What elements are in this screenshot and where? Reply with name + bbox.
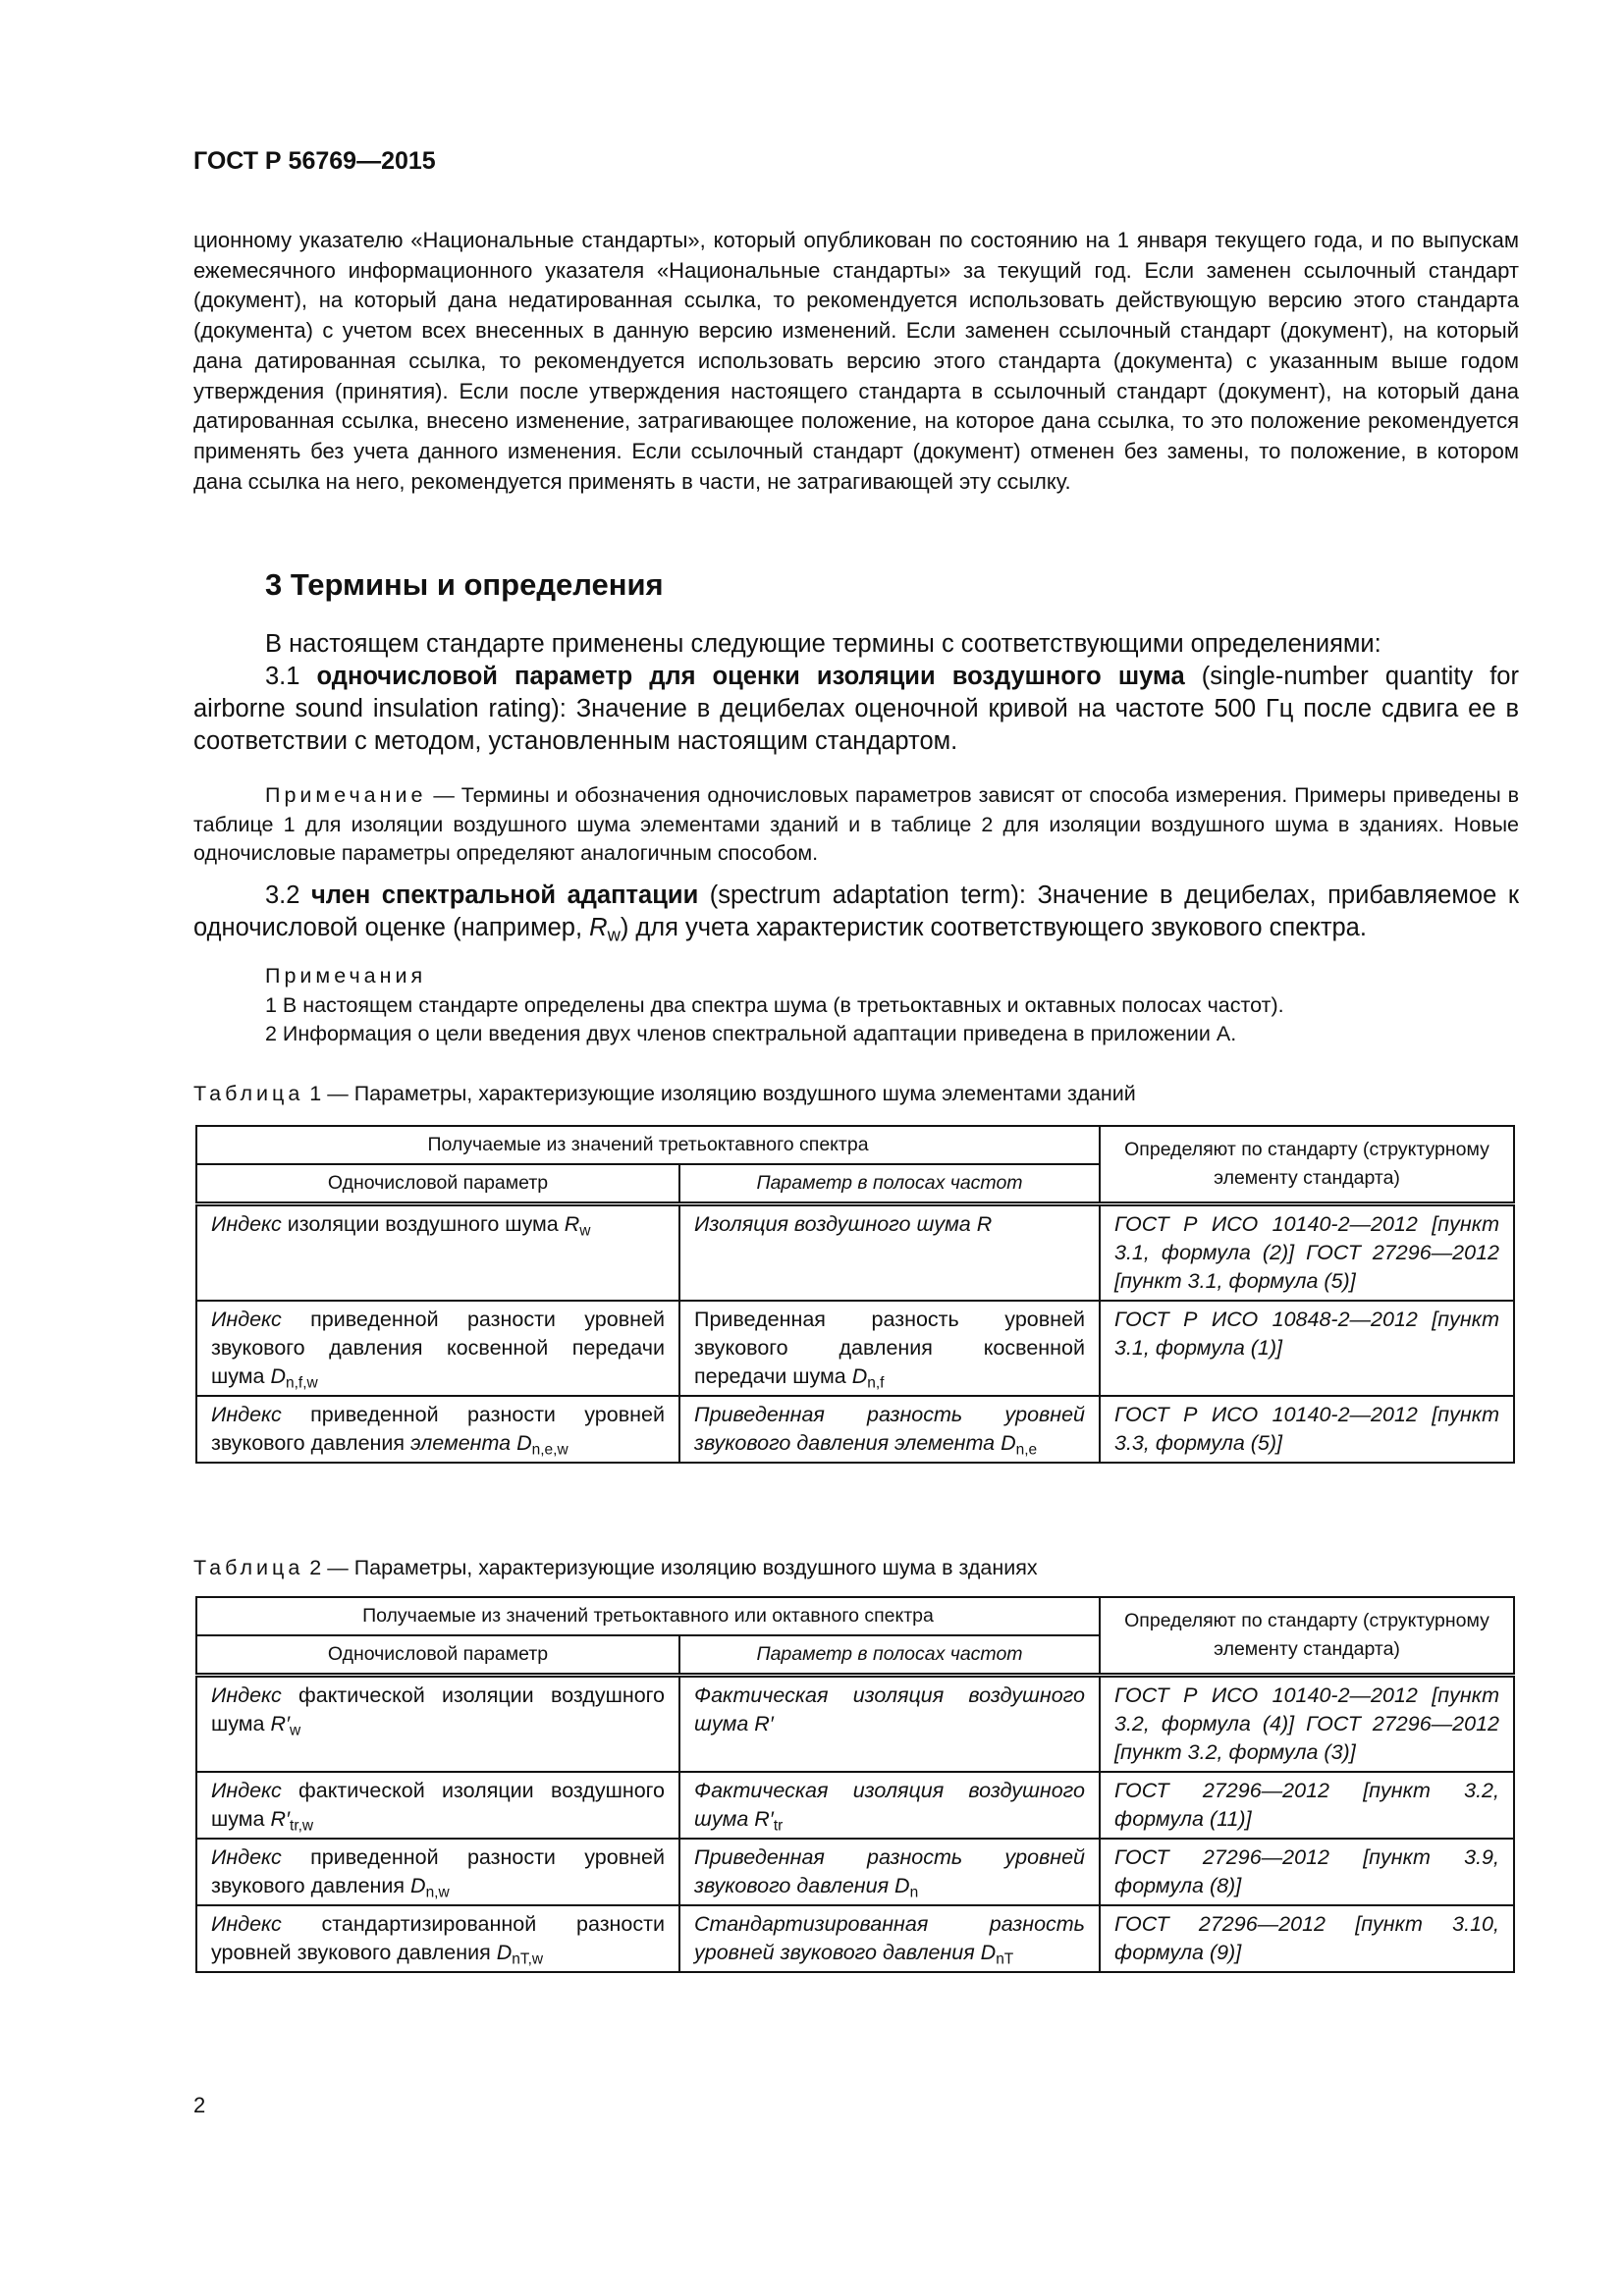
table-row <box>196 1905 1514 1972</box>
term-3-1 <box>193 661 1519 758</box>
text-run: R′ <box>270 1807 291 1831</box>
table-cell <box>1100 1905 1514 1972</box>
text-run: (single-number quantity for airborne sound insulation rating): Значение в децибелах оценочной кривой на частоте 500 Гц после сдвига ее в соответствии с методом, установленным настоящим стандартом. <box>193 663 1519 755</box>
text-run: Фактическая изоляция воздушного шума R′ <box>694 1683 1085 1735</box>
column-header <box>679 1164 1100 1204</box>
note-text: — Термины и обозначения одночисловых параметров зависят от способа измерения. Примеры приведены в таблице 1 для изоляции воздушного шума элементами зданий и в таблице 2 для изоляции воздушного шума в зданиях. Новые одночисловые параметры определяют аналогичным способом. <box>193 783 1519 865</box>
section-heading: 3 Термины и определения <box>265 567 664 602</box>
table-cell <box>679 1301 1100 1396</box>
table-row <box>196 1772 1514 1839</box>
notes-block <box>193 962 1519 1049</box>
text-run: приведенной разности уровней звукового давления <box>211 1845 665 1897</box>
text-run: R <box>589 914 608 941</box>
note-1 <box>193 781 1519 869</box>
text-run: n,e,w <box>531 1441 568 1459</box>
text-run: ГОСТ Р ИСО 10140-2—2012 [пункт 3.2, формула (4)] ГОСТ 27296—2012 [пункт 3.2, формула (3)] <box>1114 1683 1499 1764</box>
text-run: ГОСТ Р ИСО 10140-2—2012 [пункт 3.1, формула (2)] ГОСТ 27296—2012 [пункт 3.1, формула (5)] <box>1114 1212 1499 1293</box>
text-run: член спектральной адаптации <box>310 881 699 909</box>
text-run: n,f <box>867 1374 885 1392</box>
table-cell <box>196 1772 679 1839</box>
caption-text: 1 — Параметры, характеризующие изоляцию воздушного шума элементами зданий <box>303 1082 1136 1105</box>
column-header: Одночисловой параметр <box>196 1164 679 1204</box>
text-run: приведенной разности уровней звукового давления косвенной передачи шума <box>211 1308 665 1388</box>
text-run: Приведенная разность уровней звукового давления элемента D <box>694 1403 1085 1455</box>
text-run: приведенной разности уровней звукового давления <box>211 1403 665 1455</box>
text-run: Приведенная разность уровней звукового давления D <box>694 1845 1085 1897</box>
text-run: w <box>290 1722 301 1739</box>
text-run: стандартизированной разности уровней звукового давления <box>211 1912 665 1964</box>
column-header <box>679 1635 1100 1676</box>
page-number: 2 <box>193 2093 206 2117</box>
text-run: Приведенная разность уровней звукового давления косвенной передачи шума <box>694 1308 1085 1388</box>
text-run: одночисловой параметр для оценки изоляции воздушного шума <box>316 663 1185 690</box>
text-run: ) для учета характеристик соответствующего звукового спектра. <box>620 914 1367 941</box>
text-run: изоляции воздушного шума <box>281 1212 565 1236</box>
text-run: 3.1 <box>265 663 317 690</box>
table-cell <box>1100 1396 1514 1463</box>
text-run: tr <box>773 1817 784 1835</box>
text-run: Индекс <box>211 1779 282 1802</box>
text-run: ГОСТ Р ИСО 10140-2—2012 [пункт 3.3, формула (5)] <box>1114 1403 1499 1455</box>
term-3-2 <box>193 880 1519 944</box>
column-header: Определяют по стандарту (структурному элементу стандарта) <box>1100 1597 1514 1676</box>
table-cell <box>196 1905 679 1972</box>
text-run: D <box>270 1364 286 1388</box>
text-run: ГОСТ 27296—2012 [пункт 3.2, формула (11)] <box>1114 1779 1499 1831</box>
note-label: Примечание <box>265 783 427 807</box>
text-run: n <box>909 1884 919 1901</box>
table-cell <box>196 1301 679 1396</box>
table-cell <box>679 1676 1100 1773</box>
text-run: Стандартизированная разность уровней звукового давления D <box>694 1912 1085 1964</box>
table-cell <box>679 1204 1100 1302</box>
text-run: n,e <box>1015 1441 1038 1459</box>
table-row <box>196 1301 1514 1396</box>
document-header: ГОСТ Р 56769—2015 <box>193 147 436 175</box>
text-run: w <box>579 1222 591 1240</box>
text-run: элемента D <box>410 1431 532 1455</box>
text-run: Индекс <box>211 1403 282 1426</box>
text-run: nT <box>996 1950 1014 1968</box>
text-run: n,w <box>425 1884 450 1901</box>
table-row <box>196 1204 1514 1302</box>
text-run: Параметр в полосах частот <box>756 1643 1023 1665</box>
table-row <box>196 1396 1514 1463</box>
text-run: (spectrum adaptation term): Значение в децибелах, прибавляемое к одночисловой оценке (например, <box>193 881 1519 941</box>
text-run: Индекс <box>211 1683 282 1707</box>
text-run: D <box>496 1941 513 1964</box>
text-run: Фактическая изоляция воздушного шума R′ <box>694 1779 1085 1831</box>
text-run: nT,w <box>512 1950 544 1968</box>
text-run: ГОСТ 27296—2012 [пункт 3.9, формула (8)] <box>1114 1845 1499 1897</box>
text-run: Индекс <box>211 1308 282 1331</box>
table2 <box>195 1596 1515 1973</box>
caption-label: Таблица <box>193 1082 304 1105</box>
column-header: Определяют по стандарту (структурному элементу стандарта) <box>1100 1126 1514 1204</box>
table-cell <box>679 1396 1100 1463</box>
table-cell <box>679 1905 1100 1972</box>
group-header: Получаемые из значений третьоктавного спектра <box>196 1126 1100 1164</box>
table-header-row <box>196 1126 1514 1164</box>
intro-paragraph: ционному указателю «Национальные стандарты», который опубликован по состоянию на 1 января текущего года, и по выпускам ежемесячного информационного указателя «Национальные стандарты» за текущий год. Если заменен ссылочный стандарт (документ), на который дана недатированная ссылка, то рекомендуется использовать действующую версию этого стандарта (документа) с учетом всех внесенных в данную версию изменений. Если заменен ссылочный стандарт (документ), на который дана датированная ссылка, то рекомендуется использовать версию этого стандарта (документа) с указанным выше годом утверждения (принятия). Если после утверждения настоящего стандарта в ссылочный стандарт (документ), на который дана датированная ссылка, внесено изменение, затрагивающее положение, на которое дана ссылка, то это положение рекомендуется применять без учета данного изменения. Если ссылочный стандарт (документ) отменен без замены, то положение, в котором дана ссылка на него, рекомендуется применять в части, не затрагивающей эту ссылку. <box>193 228 1519 494</box>
text-run: tr,w <box>290 1817 314 1835</box>
text-run: ГОСТ Р ИСО 10848-2—2012 [пункт 3.1, формула (1)] <box>1114 1308 1499 1360</box>
table-cell <box>196 1839 679 1905</box>
table-cell <box>196 1396 679 1463</box>
table1 <box>195 1125 1515 1464</box>
text-run: R′ <box>270 1712 291 1735</box>
table-cell <box>196 1204 679 1302</box>
text-run: R <box>564 1212 580 1236</box>
table-cell <box>1100 1204 1514 1302</box>
table-cell <box>1100 1839 1514 1905</box>
column-header: Одночисловой параметр <box>196 1635 679 1676</box>
table-cell <box>679 1772 1100 1839</box>
table2-caption <box>193 1556 1038 1580</box>
table-cell <box>1100 1772 1514 1839</box>
text-run: D <box>410 1874 426 1897</box>
section-intro: В настоящем стандарте применены следующие термины с соответствующими определениями: <box>265 630 1381 658</box>
note-item: 2 Информация о цели введения двух членов спектральной адаптации приведена в приложении А. <box>265 1022 1237 1045</box>
text-run: n,f,w <box>286 1374 318 1392</box>
text-run: Индекс <box>211 1845 282 1869</box>
table-cell <box>679 1839 1100 1905</box>
text-run: фактической изоляции воздушного шума <box>211 1779 665 1831</box>
table-cell <box>1100 1676 1514 1773</box>
text-run: D <box>851 1364 868 1388</box>
text-run: фактической изоляции воздушного шума <box>211 1683 665 1735</box>
table-cell <box>196 1676 679 1773</box>
text-run: ГОСТ 27296—2012 [пункт 3.10, формула (9)] <box>1114 1912 1499 1964</box>
table-header-row <box>196 1597 1514 1635</box>
caption-text: 2 — Параметры, характеризующие изоляцию воздушного шума в зданиях <box>303 1556 1038 1579</box>
table-row <box>196 1839 1514 1905</box>
table1-caption <box>193 1082 1136 1106</box>
text-run: Параметр в полосах частот <box>756 1172 1023 1194</box>
notes-label: Примечания <box>265 964 427 988</box>
text-run: Индекс <box>211 1912 282 1936</box>
text-run: Изоляция воздушного шума R <box>694 1212 993 1236</box>
text-run: 3.2 <box>265 881 311 909</box>
note-item: 1 В настоящем стандарте определены два спектра шума (в третьоктавных и октавных полосах частот). <box>265 992 1284 1017</box>
table-cell <box>1100 1301 1514 1396</box>
text-run: w <box>607 924 621 945</box>
table-row <box>196 1676 1514 1773</box>
text-run: Индекс <box>211 1212 282 1236</box>
caption-label: Таблица <box>193 1556 304 1579</box>
group-header: Получаемые из значений третьоктавного или октавного спектра <box>196 1597 1100 1635</box>
